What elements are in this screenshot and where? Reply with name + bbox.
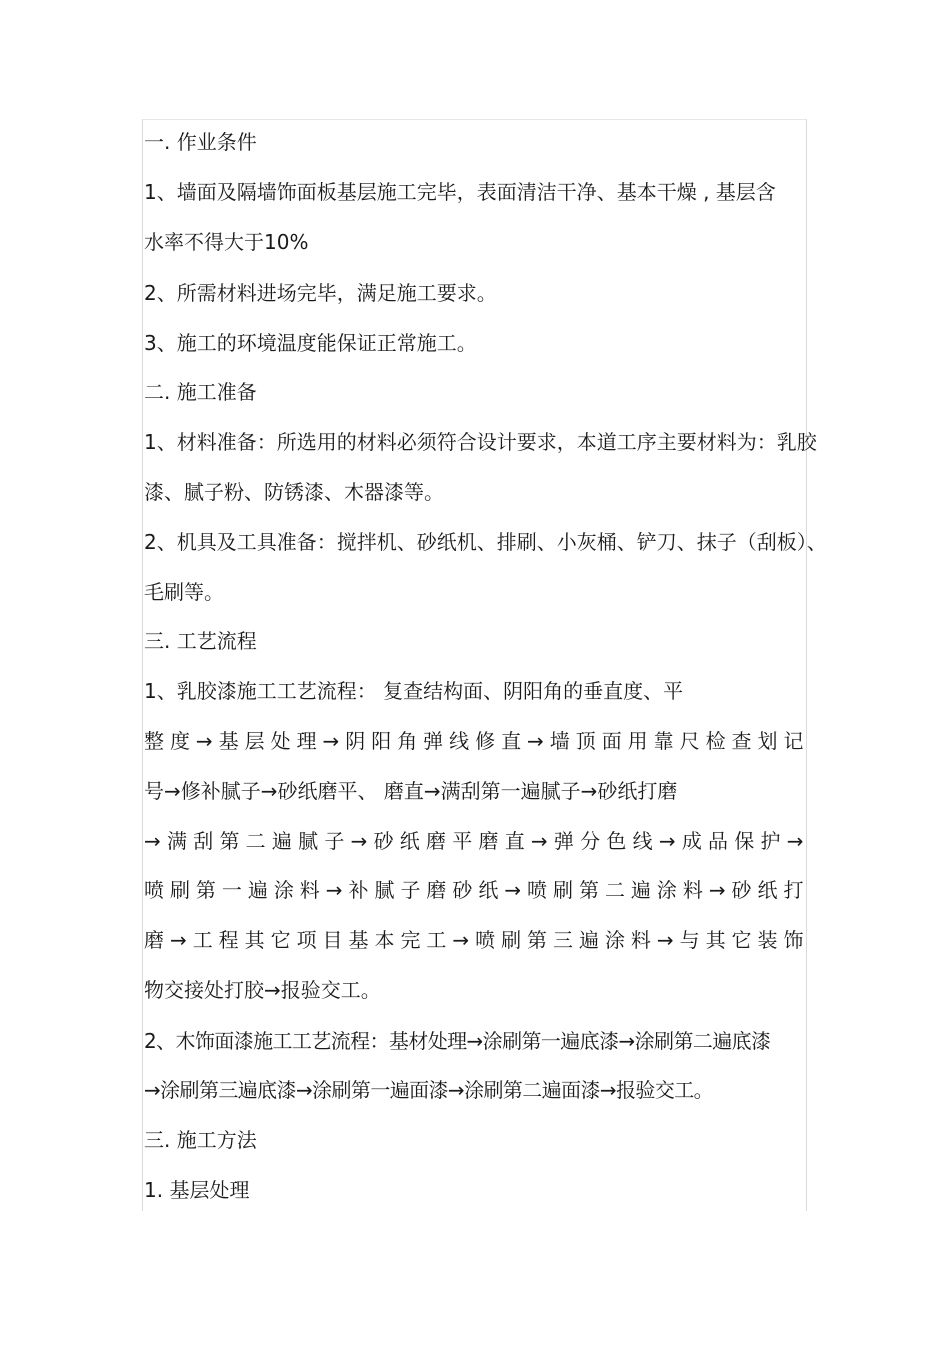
paragraph-line: 漆、腻子粉、防锈漆、木器漆等。 xyxy=(144,480,444,504)
paragraph-line: 毛刷等。 xyxy=(144,580,224,604)
paragraph-line: 1、材料准备：所选用的材料必须符合设计要求，本道工序主要材料为：乳胶 xyxy=(144,430,817,454)
paragraph-line: 1、乳胶漆施工工艺流程： 复查结构面、阴阳角的垂直度、平 xyxy=(144,679,684,703)
paragraph-line: 2、木饰面漆施工工艺流程：基材处理→涂刷第一遍底漆→涂刷第二遍底漆 xyxy=(144,1029,771,1053)
subheading-base-treatment: 1. 基层处理 xyxy=(144,1178,250,1202)
heading-construction-method: 三. 施工方法 xyxy=(144,1128,257,1152)
paragraph-line: 3、施工的环境温度能保证正常施工。 xyxy=(144,331,477,355)
heading-process-flow: 三. 工艺流程 xyxy=(144,629,257,653)
heading-construction-prep: 二. 施工准备 xyxy=(144,380,257,404)
paragraph-line: 水率不得大于10% xyxy=(144,230,309,254)
paragraph-line: 2、所需材料进场完毕，满足施工要求。 xyxy=(144,281,497,305)
paragraph-line: 磨→工程其它项目基本完工→喷刷第三遍涂料→与其它装饰 xyxy=(144,928,804,952)
paragraph-line: 1、墙面及隔墙饰面板基层施工完毕，表面清洁干净、基本干燥 , 基层含 xyxy=(144,180,776,204)
paragraph-line: 物交接处打胶→报验交工。 xyxy=(144,978,381,1002)
paragraph-line: 号→修补腻子→砂纸磨平、 磨直→满刮第一遍腻子→砂纸打磨 xyxy=(144,779,678,803)
paragraph-line: 整度→基层处理→阴阳角弹线修直→墙顶面用靠尺检查划记 xyxy=(144,729,804,753)
paragraph-line: 2、机具及工具准备：搅拌机、砂纸机、排刷、小灰桶、铲刀、抹子（刮板）、 xyxy=(144,530,827,554)
heading-work-conditions: 一. 作业条件 xyxy=(144,130,257,154)
paragraph-line: 喷刷第一遍涂料→补腻子磨砂纸→喷刷第二遍涂料→砂纸打 xyxy=(144,878,804,902)
paragraph-line: →满刮第二遍腻子→砂纸磨平磨直→弹分色线→成品保护→ xyxy=(144,829,804,853)
paragraph-line: →涂刷第三遍底漆→涂刷第一遍面漆→涂刷第二遍面漆→报验交工。 xyxy=(144,1078,714,1102)
